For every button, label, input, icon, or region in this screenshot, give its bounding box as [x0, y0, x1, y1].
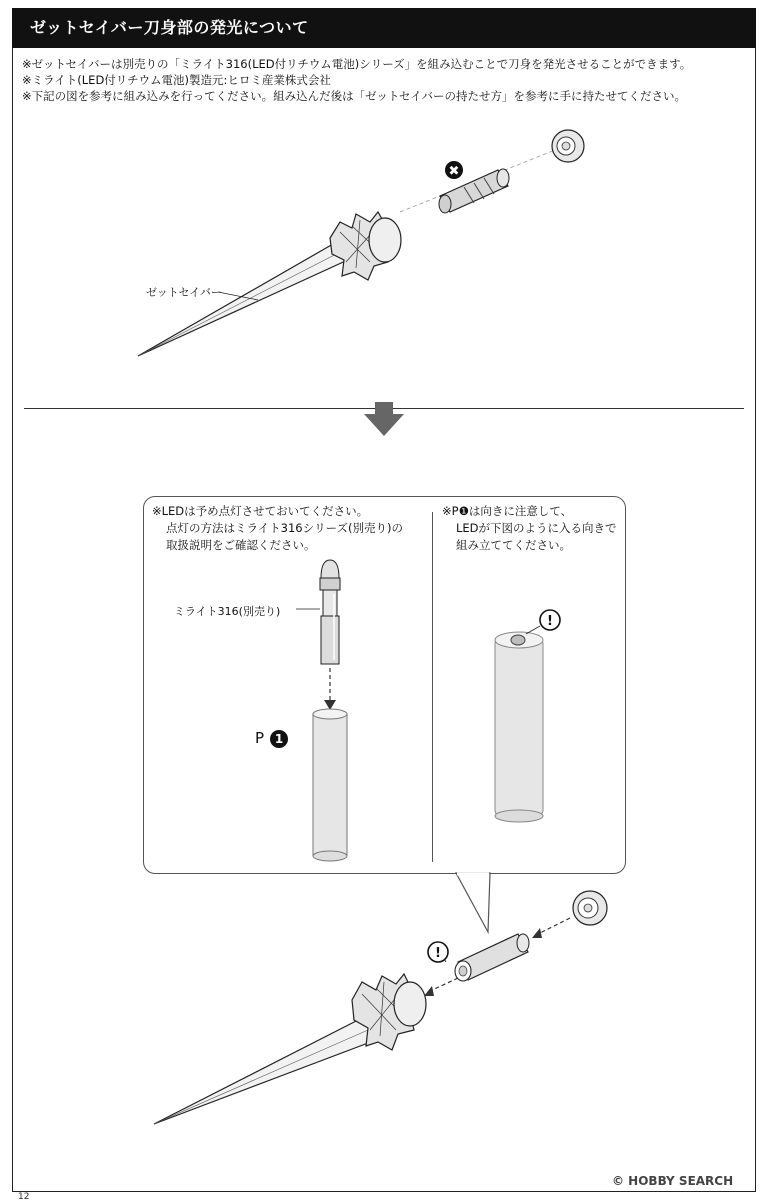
saber-label: ゼットセイバー — [146, 286, 222, 299]
saber-blade-bottom — [154, 1018, 376, 1124]
part-number-badge: 1 — [270, 730, 288, 748]
note-line-2: ※ミライト(LED付リチウム電池)製造元:ヒロミ産業株式会社 — [22, 73, 331, 87]
led-note-line-3: 取扱説明をご確認ください。 — [166, 538, 316, 552]
end-cap-bottom — [573, 891, 607, 925]
attention-glyph-right: ! — [547, 614, 553, 629]
orientation-note-line-3: 組み立ててください。 — [456, 538, 571, 552]
orientation-note-line-2: LEDが下図のように入る向きで — [456, 521, 617, 535]
led-note-line-2: 点灯の方法はミライト316シリーズ(別売り)の — [166, 521, 404, 535]
battery-label: ミライト316(別売り) — [174, 605, 281, 618]
note-line-3: ※下記の図を参考に組み込みを行ってください。組み込んだ後は「ゼットセイバーの持たせ方」を参考に手に持たせてください。 — [22, 89, 686, 103]
part-label-p: P — [255, 729, 265, 747]
page-number: 12 — [18, 1192, 30, 1202]
note-line-1: ※ゼットセイバーは別売りの「ミライト316(LED付リチウム電池)シリーズ」を組み込むことで刀身を発光させることができます。 — [22, 57, 692, 71]
watermark: © HOBBY SEARCH — [612, 1174, 734, 1188]
orientation-note-line-1: ※P❶は向きに注意して、 — [442, 504, 573, 518]
section-title: ゼットセイバー刀身部の発光について — [12, 8, 756, 48]
led-note-line-1: ※LEDは予め点灯させておいてください。 — [152, 504, 369, 518]
part-p1-bottom — [455, 934, 529, 981]
remove-mark-glyph: ✖ — [448, 164, 460, 179]
attention-glyph-bottom: ! — [435, 946, 441, 961]
